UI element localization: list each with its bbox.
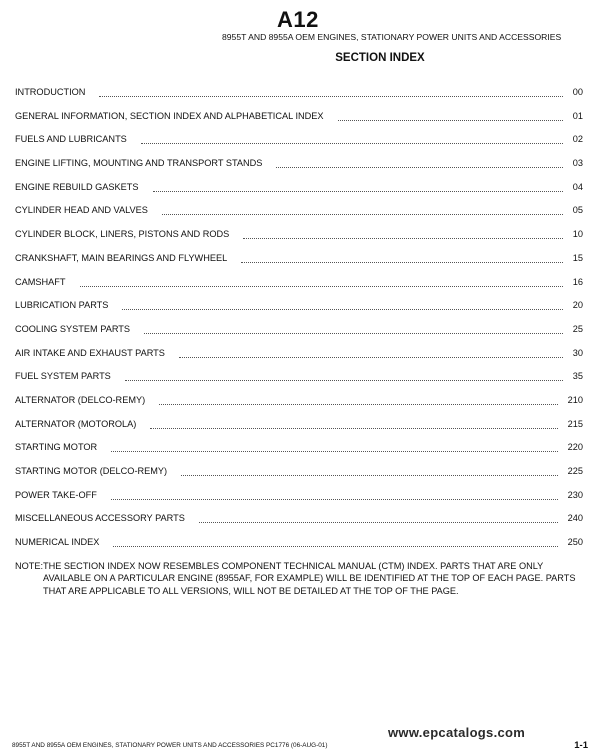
index-section-code: 04 (572, 181, 583, 192)
index-section-code: 15 (572, 252, 583, 263)
dot-leader (122, 300, 562, 310)
index-row (15, 229, 583, 253)
index-label: FUELS AND LUBRICANTS (15, 134, 127, 145)
index-row (15, 490, 583, 514)
index-label: ENGINE LIFTING, MOUNTING AND TRANSPORT STANDS (15, 158, 263, 169)
index-section-code: 35 (572, 371, 583, 382)
index-section-code: 16 (572, 276, 583, 287)
index-label: FUEL SYSTEM PARTS (15, 371, 111, 382)
dot-leader (111, 490, 558, 500)
index-section-code: 250 (567, 537, 583, 548)
footer-text: 8955T AND 8955A OEM ENGINES, STATIONARY POWER UNITS AND ACCESSORIES PC1776 (06-AUG-01) (12, 742, 328, 749)
index-row (15, 371, 583, 395)
page-number: 1-1 (574, 740, 588, 751)
index-row (15, 419, 583, 443)
index-label: COOLING SYSTEM PARTS (15, 323, 131, 334)
index-row (15, 182, 583, 206)
index-section-code: 215 (567, 418, 583, 429)
index-section-code: 00 (572, 87, 583, 97)
page-code: A12 (277, 7, 319, 32)
dot-leader (179, 348, 563, 358)
document-title: 8955T AND 8955A OEM ENGINES, STATIONARY POWER UNITS AND ACCESSORIES (222, 32, 562, 42)
dot-leader (141, 134, 563, 144)
dot-leader (153, 182, 563, 192)
index-label: CYLINDER BLOCK, LINERS, PISTONS AND RODS (15, 229, 230, 240)
index-row (15, 134, 583, 158)
index-label: ENGINE REBUILD GASKETS (15, 181, 139, 192)
index-label: AIR INTAKE AND EXHAUST PARTS (15, 347, 165, 358)
index-section-code: 240 (567, 513, 583, 524)
section-heading: SECTION INDEX (335, 52, 425, 64)
index-section-code: 25 (572, 323, 583, 334)
index-section-code: 20 (572, 300, 583, 311)
index-section-code: 220 (567, 442, 583, 453)
dot-leader (243, 229, 563, 239)
index-label: MISCELLANEOUS ACCESSORY PARTS (15, 513, 185, 524)
dot-leader (144, 324, 563, 334)
note-text: THE SECTION INDEX NOW RESEMBLES COMPONENT TECHNICAL MANUAL (CTM) INDEX. PARTS THAT ARE ONLY AVAILABLE ON A PARTICULAR ENGINE (8955AF, FOR EXAMPLE) WILL BE IDENTIFIED AT THE TOP OF EACH PAGE. PARTS THAT ARE APPLICABLE TO ALL VERSIONS, WILL NOT BE DETAILED AT THE TOP OF THE PAGE. (43, 561, 576, 596)
index-row (15, 513, 583, 537)
dot-leader (150, 419, 557, 429)
index-row (15, 395, 583, 419)
index-label: POWER TAKE-OFF (15, 489, 97, 500)
index-row (15, 111, 583, 135)
index-label: NUMERICAL INDEX (15, 537, 100, 548)
index-label: INTRODUCTION (15, 87, 86, 97)
index-row (15, 277, 583, 301)
index-row (15, 466, 583, 490)
dot-leader (159, 395, 557, 405)
dot-leader (99, 87, 562, 97)
section-index-list (15, 87, 583, 561)
index-row (15, 158, 583, 182)
dot-leader (111, 442, 557, 452)
index-label: LUBRICATION PARTS (15, 300, 109, 311)
index-section-code: 01 (572, 110, 583, 121)
page-footer (12, 740, 588, 753)
dot-leader (113, 537, 557, 547)
index-row (15, 324, 583, 348)
index-row (15, 87, 583, 111)
index-section-code: 03 (572, 158, 583, 169)
dot-leader (199, 513, 558, 523)
dot-leader (80, 277, 563, 287)
dot-leader (125, 371, 563, 381)
index-section-code: 230 (567, 489, 583, 500)
index-row (15, 348, 583, 372)
index-row (15, 253, 583, 277)
index-row (15, 205, 583, 229)
index-row (15, 442, 583, 466)
index-label: CYLINDER HEAD AND VALVES (15, 205, 148, 216)
index-row (15, 300, 583, 324)
index-label: STARTING MOTOR (15, 442, 98, 453)
dot-leader (338, 111, 563, 121)
index-label: ALTERNATOR (DELCO-REMY) (15, 394, 146, 405)
index-label: ALTERNATOR (MOTOROLA) (15, 418, 137, 429)
index-section-code: 30 (572, 347, 583, 358)
note-label: NOTE: (15, 561, 44, 571)
dot-leader (162, 205, 563, 215)
index-label: CRANKSHAFT, MAIN BEARINGS AND FLYWHEEL (15, 252, 228, 263)
watermark: www.epcatalogs.com (388, 725, 526, 740)
index-section-code: 210 (567, 394, 583, 405)
index-section-code: 10 (572, 229, 583, 240)
dot-leader (276, 158, 562, 168)
index-label: CAMSHAFT (15, 276, 66, 287)
note (15, 560, 585, 597)
index-label: GENERAL INFORMATION, SECTION INDEX AND ALPHABETICAL INDEX (15, 110, 324, 121)
index-section-code: 225 (567, 466, 583, 476)
index-row (15, 537, 583, 561)
dot-leader (241, 253, 563, 263)
index-section-code: 02 (572, 134, 583, 145)
index-section-code: 05 (572, 205, 583, 216)
index-label: STARTING MOTOR (DELCO-REMY) (15, 466, 168, 476)
dot-leader (181, 466, 558, 476)
